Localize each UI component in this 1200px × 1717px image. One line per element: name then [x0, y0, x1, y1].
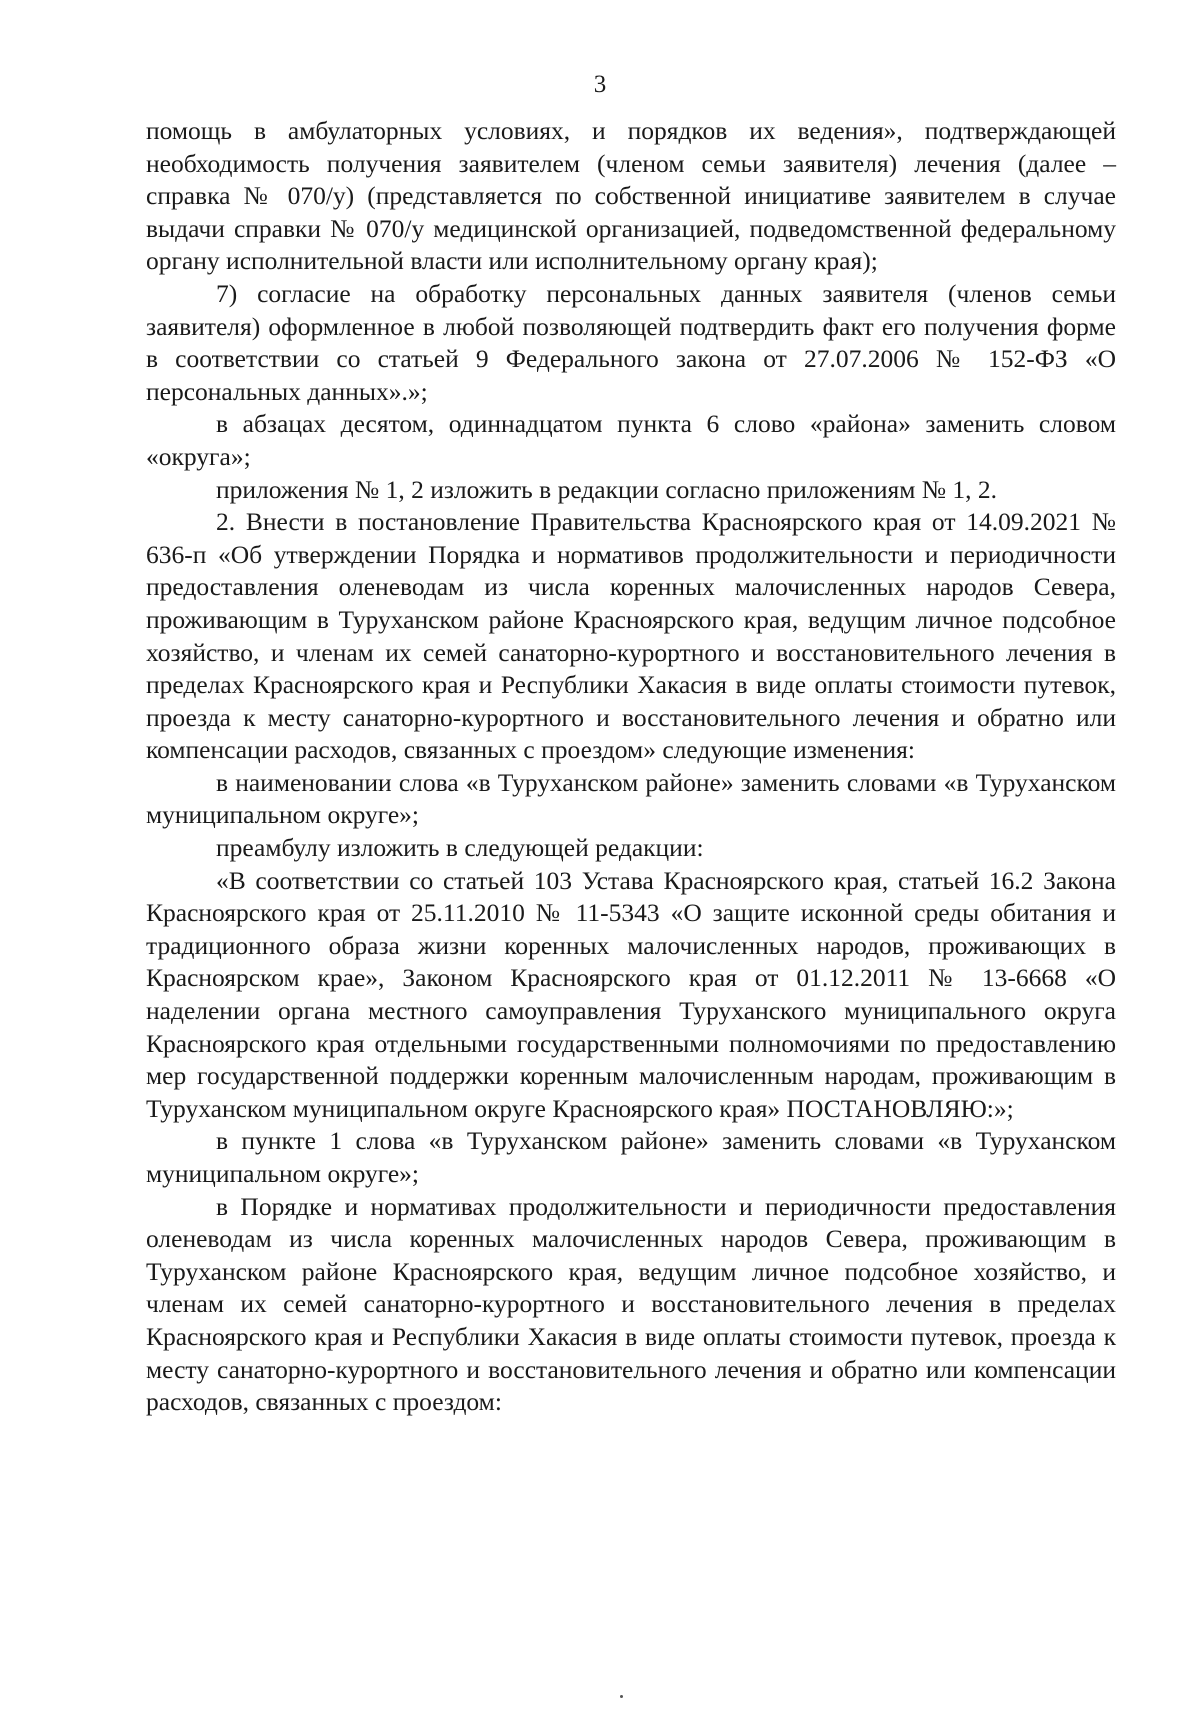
paragraph-word-replacement: в абзацах десятом, одиннадцатом пункта 6 слово «района» заменить словом «округа»;	[146, 409, 1116, 471]
paragraph-appendices: приложения № 1, 2 изложить в редакции согласно приложениям № 1, 2.	[216, 474, 998, 504]
paragraph-preamble-text: «В соответствии со статьей 103 Устава Красноярского края, статьей 16.2 Закона Красноярского края от 25.11.2010 № 11-5343 «О защите исконной среды обитания и традиционного образа жизни коренных малочисленных народов, проживающих в Красноярском крае», Законом Красноярского края от 01.12.2011 № 13-6668 «О наделении органа местного самоуправления Туруханского муниципального округа Красноярского края отдельными государственными полномочиями по предоставлению мер государственной поддержки коренным малочисленным народам, проживающим в Туруханском муниципальном округе Красноярского края» ПОСТАНОВЛЯЮ:»;	[146, 865, 1116, 1123]
paragraph-title-change: в наименовании слова «в Туруханском районе» заменить словами «в Туруханском муниципальном округе»;	[146, 767, 1116, 830]
paragraph-procedure-change: в Порядке и нормативах продолжительности и периодичности предоставления оленеводам из числа коренных малочисленных народов Севера, проживающим в Туруханском районе Красноярского края, ведущим личное подсобное хозяйство, и членам их семей санаторно-курортного и восстановительного лечения в пределах Красноярского края и Республики Хакасия в виде оплаты стоимости путевок, проезда к месту санаторно-курортного и восстановительного лечения и обратно или компенсации расходов, связанных с проездом:	[146, 1191, 1116, 1417]
document-body	[146, 115, 1116, 1419]
paragraph-point-1-change: в пункте 1 слова «в Туруханском районе» заменить словами «в Туруханском муниципальном округе»;	[146, 1126, 1116, 1188]
paragraph-continuation: помощь в амбулаторных условиях, и порядков их ведения», подтверждающей необходимость получения заявителем (членом семьи заявителя) лечения (далее – справка № 070/у) (представляется по собственной инициативе заявителем в случае выдачи справки № 070/у медицинской организацией, подведомственной федеральному органу исполнительной власти или исполнительному органу края);	[146, 116, 1116, 276]
page-number: 3	[593, 71, 607, 98]
paragraph-section-2: 2. Внести в постановление Правительства Красноярского края от 14.09.2021 № 636-п «Об утверждении Порядка и нормативов продолжительности и периодичности предоставления оленеводам из числа коренных малочисленных народов Севера, проживающим в Туруханском районе Красноярского края, ведущим личное подсобное хозяйство, и членам их семей санаторно-курортного и восстановительного лечения в пределах Красноярского края и Республики Хакасия в виде оплаты стоимости путевок, проезда к месту санаторно-курортного и восстановительного лечения и обратно или компенсации расходов, связанных с проездом» следующие изменения:	[146, 507, 1116, 765]
paragraph-preamble-intro: преамбулу изложить в следующей редакции:	[216, 833, 704, 863]
scan-artifact	[620, 1695, 623, 1698]
paragraph-item-7-consent: 7) согласие на обработку персональных данных заявителя (членов семьи заявителя) оформленное в любой позволяющей подтвердить факт его получения форме в соответствии со статьей 9 Федерального закона от 27.07.2006 № 152-ФЗ «О персональных данных».»;	[146, 278, 1116, 406]
